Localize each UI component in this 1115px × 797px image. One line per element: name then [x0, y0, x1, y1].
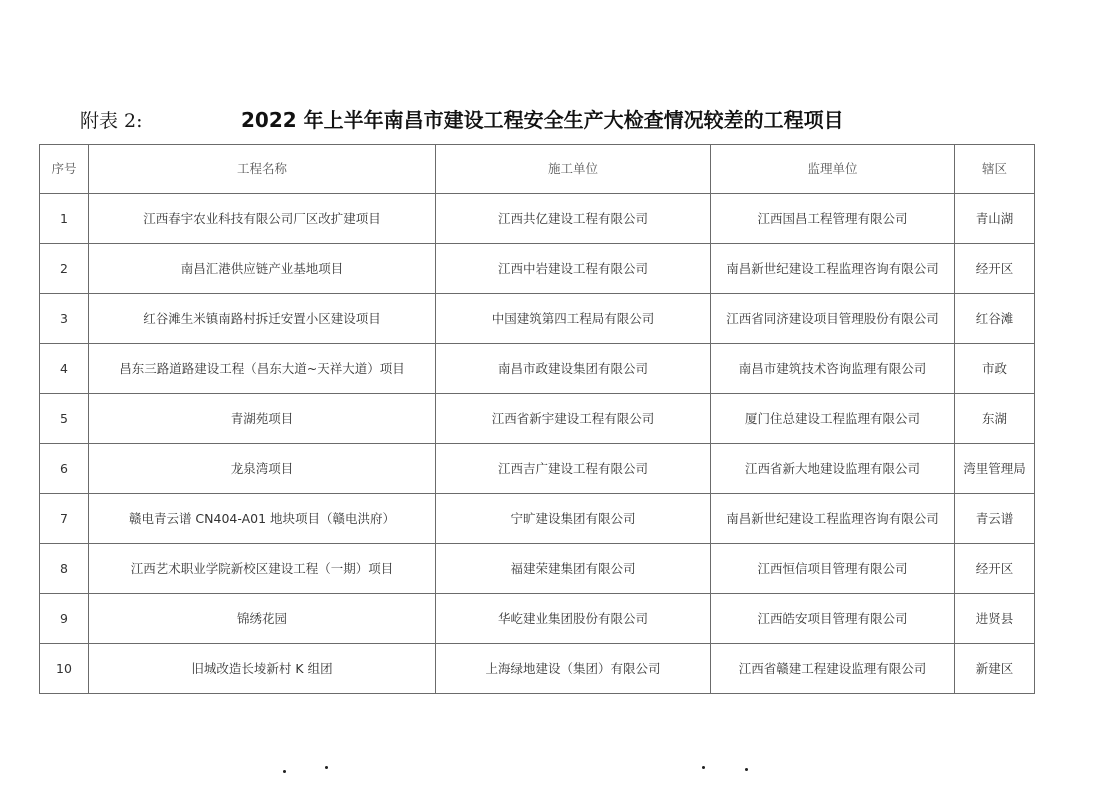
header-district: 辖区 [955, 145, 1035, 194]
cell-district: 进贤县 [955, 594, 1035, 644]
cell-index: 8 [40, 544, 89, 594]
projects-table [39, 144, 1035, 694]
cell-district: 红谷滩 [955, 294, 1035, 344]
table-row [40, 244, 1035, 294]
table-row [40, 494, 1035, 544]
scan-speck [702, 766, 705, 769]
cell-project-name: 龙泉湾项目 [89, 444, 436, 494]
cell-contractor: 江西共亿建设工程有限公司 [436, 194, 711, 244]
cell-district: 经开区 [955, 244, 1035, 294]
cell-project-name: 赣电青云谱 CN404-A01 地块项目（赣电洪府） [89, 494, 436, 544]
cell-index: 5 [40, 394, 89, 444]
cell-index: 4 [40, 344, 89, 394]
cell-supervisor: 江西省赣建工程建设监理有限公司 [711, 644, 955, 694]
cell-project-name: 青湖苑项目 [89, 394, 436, 444]
cell-supervisor: 江西国昌工程管理有限公司 [711, 194, 955, 244]
cell-supervisor: 江西省同济建设项目管理股份有限公司 [711, 294, 955, 344]
cell-index: 6 [40, 444, 89, 494]
cell-index: 1 [40, 194, 89, 244]
cell-index: 2 [40, 244, 89, 294]
table-row [40, 544, 1035, 594]
cell-contractor: 华屹建业集团股份有限公司 [436, 594, 711, 644]
cell-index: 9 [40, 594, 89, 644]
cell-contractor: 南昌市政建设集团有限公司 [436, 344, 711, 394]
cell-supervisor: 江西省新大地建设监理有限公司 [711, 444, 955, 494]
document-title: 2022 年上半年南昌市建设工程安全生产大检查情况较差的工程项目 [241, 108, 844, 132]
cell-contractor: 宁旷建设集团有限公司 [436, 494, 711, 544]
table-row [40, 644, 1035, 694]
cell-contractor: 江西省新宇建设工程有限公司 [436, 394, 711, 444]
cell-project-name: 红谷滩生米镇南路村拆迁安置小区建设项目 [89, 294, 436, 344]
cell-project-name: 江西艺术职业学院新校区建设工程（一期）项目 [89, 544, 436, 594]
cell-contractor: 江西吉广建设工程有限公司 [436, 444, 711, 494]
header-supervisor: 监理单位 [711, 145, 955, 194]
table-row [40, 394, 1035, 444]
attachment-label: 附表 2: [80, 110, 143, 132]
cell-project-name: 锦绣花园 [89, 594, 436, 644]
document-header [0, 104, 1115, 138]
cell-district: 经开区 [955, 544, 1035, 594]
cell-district: 湾里管理局 [955, 444, 1035, 494]
scan-speck [325, 766, 328, 769]
scan-speck [745, 768, 748, 771]
table-row [40, 594, 1035, 644]
cell-district: 东湖 [955, 394, 1035, 444]
table-row [40, 294, 1035, 344]
cell-supervisor: 江西恒信项目管理有限公司 [711, 544, 955, 594]
cell-index: 3 [40, 294, 89, 344]
cell-district: 青云谱 [955, 494, 1035, 544]
scan-speck [283, 770, 286, 773]
cell-district: 新建区 [955, 644, 1035, 694]
cell-supervisor: 南昌新世纪建设工程监理咨询有限公司 [711, 244, 955, 294]
cell-supervisor: 江西皓安项目管理有限公司 [711, 594, 955, 644]
cell-project-name: 旧城改造长堎新村 K 组团 [89, 644, 436, 694]
cell-contractor: 中国建筑第四工程局有限公司 [436, 294, 711, 344]
cell-contractor: 上海绿地建设（集团）有限公司 [436, 644, 711, 694]
cell-supervisor: 南昌市建筑技术咨询监理有限公司 [711, 344, 955, 394]
cell-contractor: 福建荣建集团有限公司 [436, 544, 711, 594]
header-project-name: 工程名称 [89, 145, 436, 194]
cell-index: 10 [40, 644, 89, 694]
cell-supervisor: 南昌新世纪建设工程监理咨询有限公司 [711, 494, 955, 544]
cell-supervisor: 厦门住总建设工程监理有限公司 [711, 394, 955, 444]
table-row [40, 344, 1035, 394]
cell-district: 市政 [955, 344, 1035, 394]
cell-project-name: 南昌汇港供应链产业基地项目 [89, 244, 436, 294]
cell-project-name: 昌东三路道路建设工程（昌东大道~天祥大道）项目 [89, 344, 436, 394]
cell-index: 7 [40, 494, 89, 544]
table-row [40, 194, 1035, 244]
table-header-row [40, 145, 1035, 194]
cell-project-name: 江西春宇农业科技有限公司厂区改扩建项目 [89, 194, 436, 244]
header-contractor: 施工单位 [436, 145, 711, 194]
cell-district: 青山湖 [955, 194, 1035, 244]
table-row [40, 444, 1035, 494]
header-index: 序号 [40, 145, 89, 194]
cell-contractor: 江西中岩建设工程有限公司 [436, 244, 711, 294]
